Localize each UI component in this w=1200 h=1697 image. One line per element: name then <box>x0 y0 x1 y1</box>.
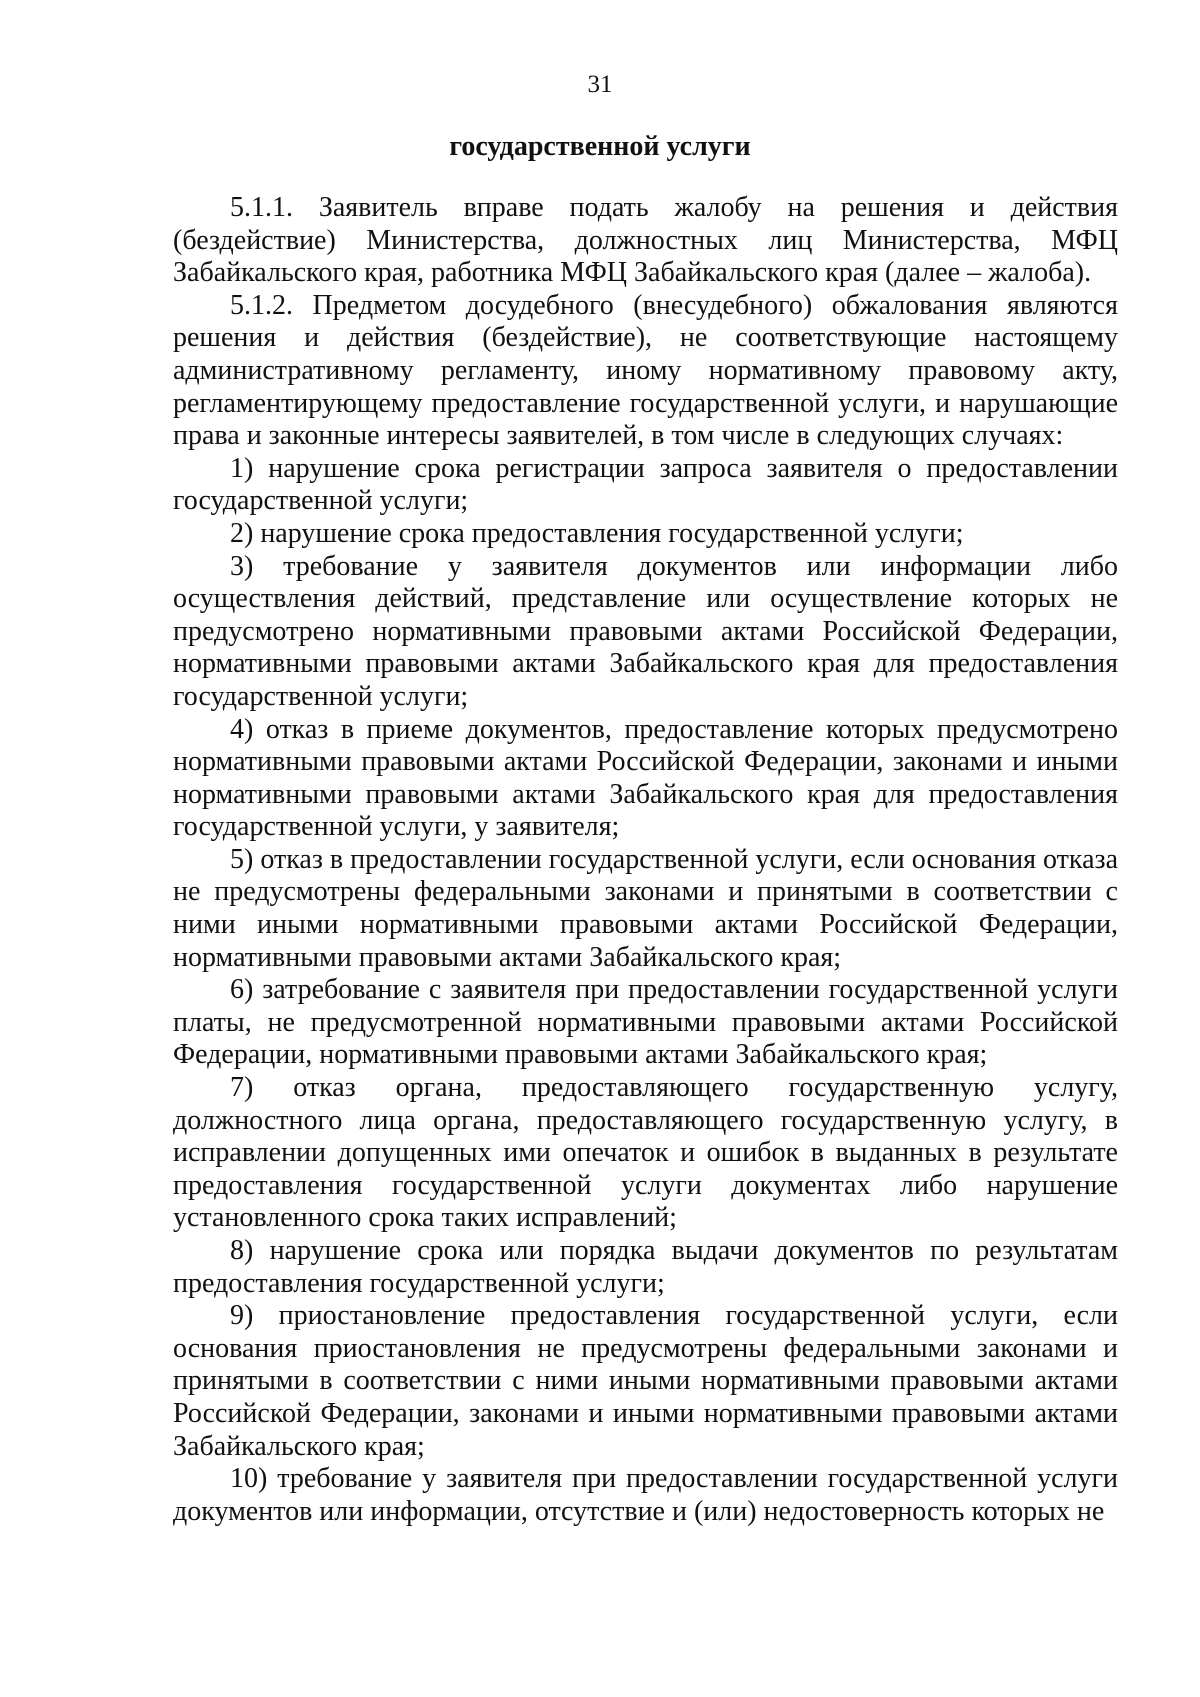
paragraph-5-1-2: 5.1.2. Предметом досудебного (внесудебного) обжалования являются решения и действия (бездействие), не соответствующие настоящему административному регламенту, иному нормативному правовому акту, регламентирующему предоставление государственной услуги, и нарушающие права и законные интересы заявителей, в том числе в следующих случаях: <box>173 289 1118 452</box>
list-item-3: 3) требование у заявителя документов или информации либо осуществления действий, представление или осуществление которых не предусмотрено нормативными правовыми актами Российской Федерации, нормативными правовыми актами Забайкальского края для предоставления государственной услуги; <box>173 550 1118 712</box>
page-number: 31 <box>587 71 613 98</box>
list-item-2: 2) нарушение срока предоставления государственной услуги; <box>230 517 964 549</box>
list-item-5: 5) отказ в предоставлении государственной услуги, если основания отказа не предусмотрены федеральными законами и принятыми в соответствии с ними иными нормативными правовыми актами Российской Федерации, нормативными правовыми актами Забайкальского края; <box>173 843 1118 973</box>
list-item-6: 6) затребование с заявителя при предоставлении государственной услуги платы, не предусмотренной нормативными правовыми актами Российской Федерации, нормативными правовыми актами Забайкальского края; <box>173 974 1118 1071</box>
list-item-10: 10) требование у заявителя при предоставлении государственной услуги документов или информации, отсутствие и (или) недостоверность которых не <box>173 1463 1118 1527</box>
list-item-7: 7) отказ органа, предоставляющего государственную услугу, должностного лица органа, предоставляющего государственную услугу, в исправлении допущенных ими опечаток и ошибок в выданных в результате предоставления государственной услуги документах либо нарушение установленного срока таких исправлений; <box>173 1072 1118 1234</box>
list-item-9: 9) приостановление предоставления государственной услуги, если основания приостановления не предусмотрены федеральными законами и принятыми в соответствии с ними иными нормативными правовыми актами Российской Федерации, законами и иными нормативными правовыми актами Забайкальского края; <box>173 1300 1118 1462</box>
paragraph-5-1-1: 5.1.1. Заявитель вправе подать жалобу на решения и действия (бездействие) Министерства, должностных лиц Министерства, МФЦ Забайкальского края, работника МФЦ Забайкальского края (далее – жалоба). <box>173 192 1118 289</box>
list-item-4: 4) отказ в приеме документов, предоставление которых предусмотрено нормативными правовыми актами Российской Федерации, законами и иными нормативными правовыми актами Забайкальского края для предоставления государственной услуги, у заявителя; <box>173 713 1118 843</box>
section-heading: государственной услуги <box>449 131 751 162</box>
list-item-8: 8) нарушение срока или порядка выдачи документов по результатам предоставления государственной услуги; <box>173 1235 1118 1299</box>
document-body <box>173 192 1118 1528</box>
list-item-1: 1) нарушение срока регистрации запроса заявителя о предоставлении государственной услуги; <box>173 452 1118 517</box>
